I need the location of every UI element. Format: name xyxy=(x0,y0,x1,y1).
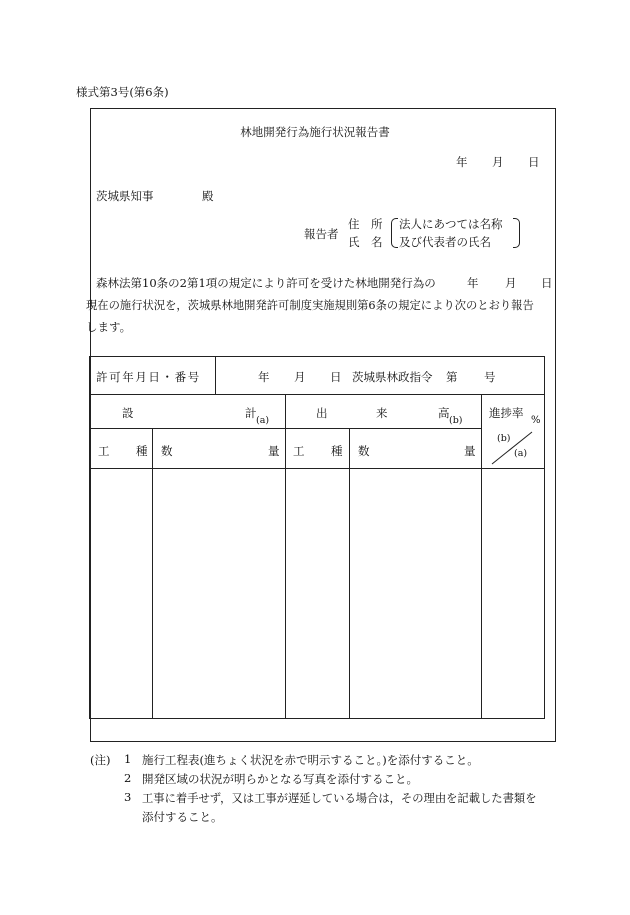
note-1-number: 1 xyxy=(124,752,132,766)
result-header-3: 高 xyxy=(438,406,450,420)
design-kind-2: 種 xyxy=(136,444,148,458)
design-header-2: 計 xyxy=(245,406,257,420)
note-2-text: 開発区域の状況が明らかとなる写真を添付すること。 xyxy=(142,772,418,786)
ratio-slash xyxy=(490,430,536,466)
ratio-denominator: (a) xyxy=(514,448,528,459)
right-brace xyxy=(513,218,520,248)
body-line-1-day: 日 xyxy=(541,276,553,290)
ratio-numerator: (b) xyxy=(497,433,511,444)
permit-office: 茨城県林政指令 xyxy=(352,370,433,384)
permit-month: 月 xyxy=(294,370,306,384)
note-2-number: 2 xyxy=(124,771,132,785)
progress-unit: % xyxy=(531,415,541,426)
date-year: 年 xyxy=(456,155,468,169)
form-number: 様式第3号(第6条) xyxy=(76,85,169,99)
form-title: 林地開発行為施行状況報告書 xyxy=(240,125,390,139)
reporter-note-2: 及び代表者の氏名 xyxy=(399,235,491,249)
permit-year: 年 xyxy=(258,370,270,384)
report-form xyxy=(90,108,556,742)
result-qty-1: 数 xyxy=(358,444,370,458)
design-qty-2: 量 xyxy=(268,444,280,458)
design-kind-1: 工 xyxy=(98,444,110,458)
result-header-1: 出 xyxy=(316,406,328,420)
design-header-1: 設 xyxy=(122,406,134,420)
reporter-name-label: 氏 名 xyxy=(348,235,383,249)
reporter-address-label: 住 所 xyxy=(348,217,383,231)
permit-label: 許可年月日・番号 xyxy=(96,370,201,384)
result-kind-1: 工 xyxy=(293,444,305,458)
reporter-note-1: 法人にあつては名称 xyxy=(399,217,503,231)
result-kind-2: 種 xyxy=(331,444,343,458)
reporter-label: 報告者 xyxy=(304,227,339,241)
body-line-1: 森林法第10条の2第1項の規定により許可を受けた林地開発行為の xyxy=(96,276,436,290)
body-line-1-month: 月 xyxy=(505,276,517,290)
addressee-name: 茨城県知事 xyxy=(96,189,154,203)
result-sub: (b) xyxy=(449,415,463,426)
result-qty-2: 量 xyxy=(464,444,476,458)
note-3-continued: 添付すること。 xyxy=(142,810,223,824)
date-month: 月 xyxy=(492,155,504,169)
permit-dai: 第 xyxy=(446,370,458,384)
body-line-3: します。 xyxy=(86,320,132,334)
note-3-number: 3 xyxy=(124,790,132,804)
note-3-text: 工事に着手せず，又は工事が遅延している場合は，その理由を記載した書類を xyxy=(142,792,537,805)
date-day: 日 xyxy=(528,155,540,169)
design-sub: (a) xyxy=(256,415,270,426)
left-brace xyxy=(391,218,398,248)
body-line-2: 現在の施行状況を，茨城県林地開発許可制度実施規則第6条の規定により次のとおり報告 xyxy=(86,299,534,312)
note-1-text: 施行工程表(進ちょく状況を赤で明示すること。)を添付すること。 xyxy=(142,753,479,767)
permit-go: 号 xyxy=(484,370,496,384)
addressee-honorific: 殿 xyxy=(202,189,214,203)
design-qty-1: 数 xyxy=(161,444,173,458)
notes-label: (注) xyxy=(90,753,111,767)
progress-label: 進捗率 xyxy=(489,406,524,420)
result-header-2: 来 xyxy=(376,406,388,420)
body-line-1-year: 年 xyxy=(467,276,479,290)
permit-day: 日 xyxy=(330,370,342,384)
